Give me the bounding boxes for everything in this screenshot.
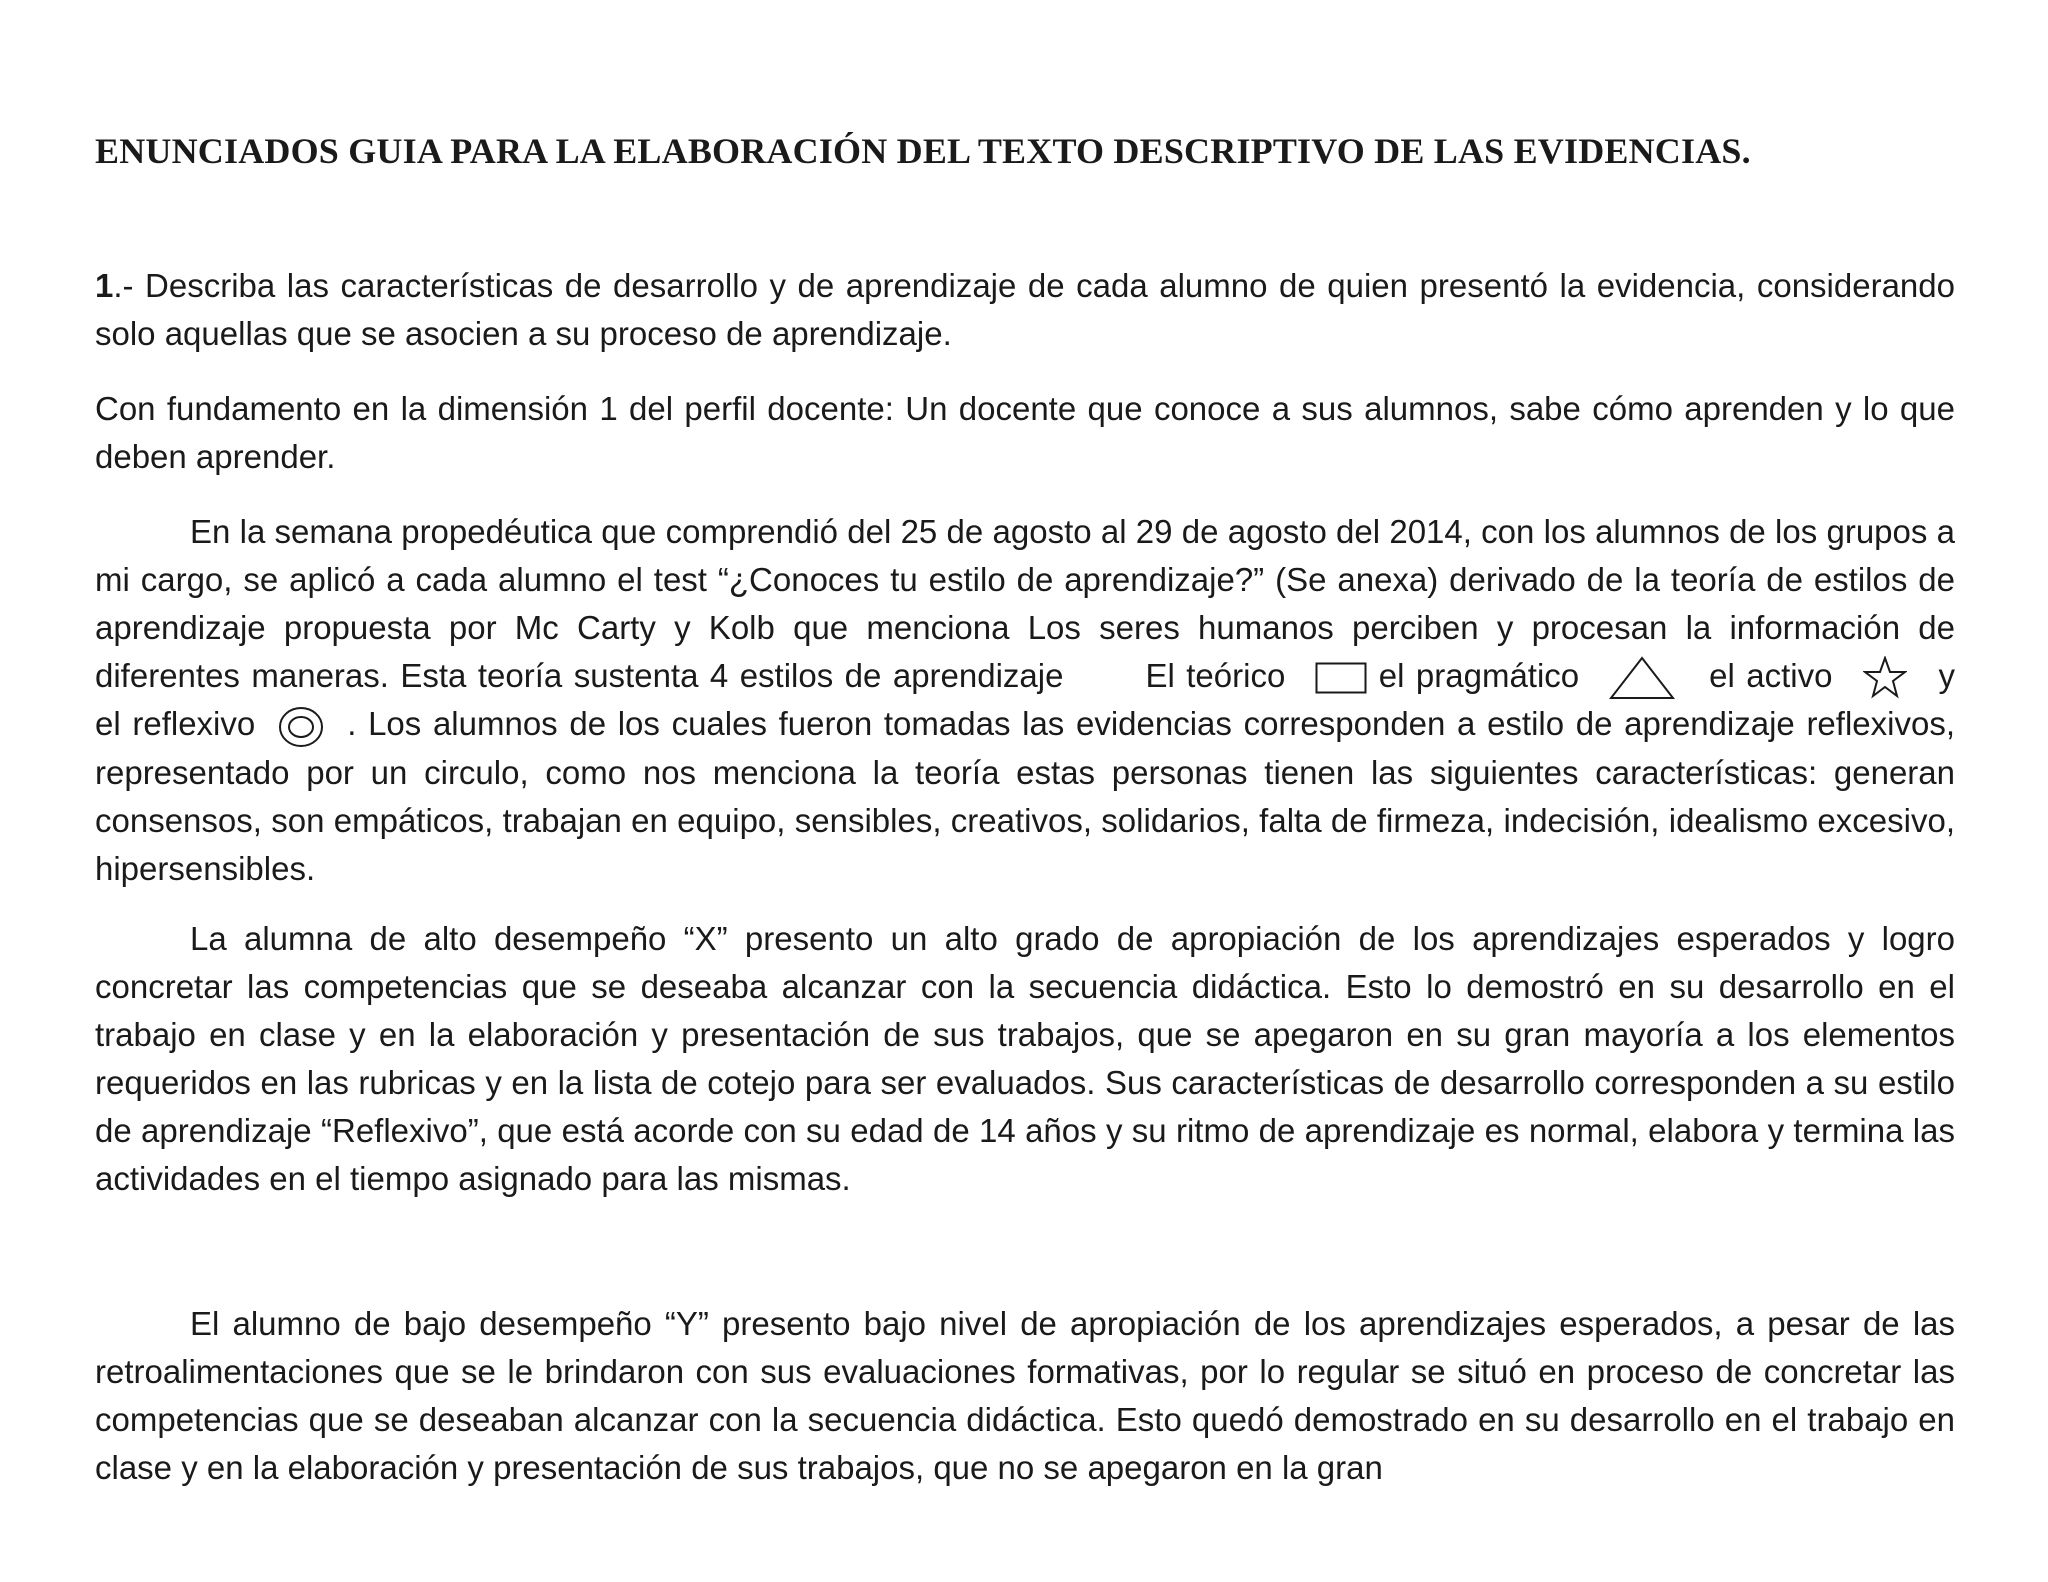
question-1 [95, 262, 1955, 358]
question-text: .- Describa las características de desarrollo y de aprendizaje de cada alumno de quien presentó la evidencia, considerando solo aquellas que se asocien a su proceso de aprendizaje. [95, 267, 1955, 352]
document-title: ENUNCIADOS GUIA PARA LA ELABORACIÓN DEL TEXTO DESCRIPTIVO DE LAS EVIDENCIAS. [95, 131, 1751, 171]
triangle-icon [1609, 656, 1675, 700]
rectangle-icon [1315, 662, 1367, 694]
question-number: 1 [95, 267, 114, 304]
pragmatic-label: pragmático [1415, 657, 1580, 694]
dimension-paragraph: Con fundamento en la dimensión 1 del perfil docente: Un docente que conoce a sus alumnos, sabe cómo aprenden y lo que deben aprender. [95, 390, 1955, 475]
learning-styles-conclusion: . Los alumnos de los cuales fueron tomadas las evidencias corresponden a estilo de aprendizaje reflexivos, representado por un circulo, como nos menciona la teoría estas personas tienen las siguientes características: generan consensos, son empáticos, trabajan en equipo, sensibles, creativos, solidarios, falta de firmeza, indecisión, idealismo excesivo, hipersensibles. [95, 705, 1955, 887]
active-label: el activo [1709, 657, 1833, 694]
concentric-circle-icon [277, 705, 325, 749]
low-performance-paragraph: El alumno de bajo desempeño “Y” presento bajo nivel de apropiación de los aprendizajes esperados, a pesar de las retroalimentaciones que se le brindaron con sus evaluaciones formativas, por lo regular se situó en proceso de concretar las competencias que se deseaban alcanzar con la secuencia didáctica. Esto quedó demostrado en su desarrollo en el trabajo en clase y en la elaboración y presentación de sus trabajos, que no se apegaron en la gran [95, 1305, 1955, 1486]
learning-styles-intro: En la semana propedéutica que comprendió del 25 de agosto al 29 de agosto del 2014, con los alumnos de los grupos a mi cargo, se aplicó a cada alumno el test “¿Conoces tu estilo de aprendizaje?” (Se anexa) derivado de la teoría de estilos de aprendizaje propuesta por Mc Carty y Kolb que menciona Los seres humanos perciben y procesan la información de diferentes maneras. Esta teoría sustenta 4 estilos de aprendizaje [95, 513, 1955, 694]
high-performance-paragraph: La alumna de alto desempeño “X” presento un alto grado de apropiación de los aprendizajes esperados y logro concretar las competencias que se deseaba alcanzar con la secuencia didáctica. Esto lo demostró en su desarrollo en el trabajo en clase y en la elaboración y presentación de sus trabajos, que se apegaron en su gran mayoría a los elementos requeridos en las rubricas y en la lista de cotejo para ser evaluados. Sus características de desarrollo corresponden a su estilo de aprendizaje “Reflexivo”, que está acorde con su edad de 14 años y su ritmo de aprendizaje es normal, elabora y termina las actividades en el tiempo asignado para las mismas. [95, 920, 1955, 1197]
star-icon [1863, 656, 1907, 700]
reflective-label: y el reflexivo [95, 657, 1955, 743]
learning-styles-paragraph [95, 508, 1955, 893]
theoretical-label: El teórico [1145, 657, 1286, 694]
el-word: el [1378, 657, 1405, 694]
